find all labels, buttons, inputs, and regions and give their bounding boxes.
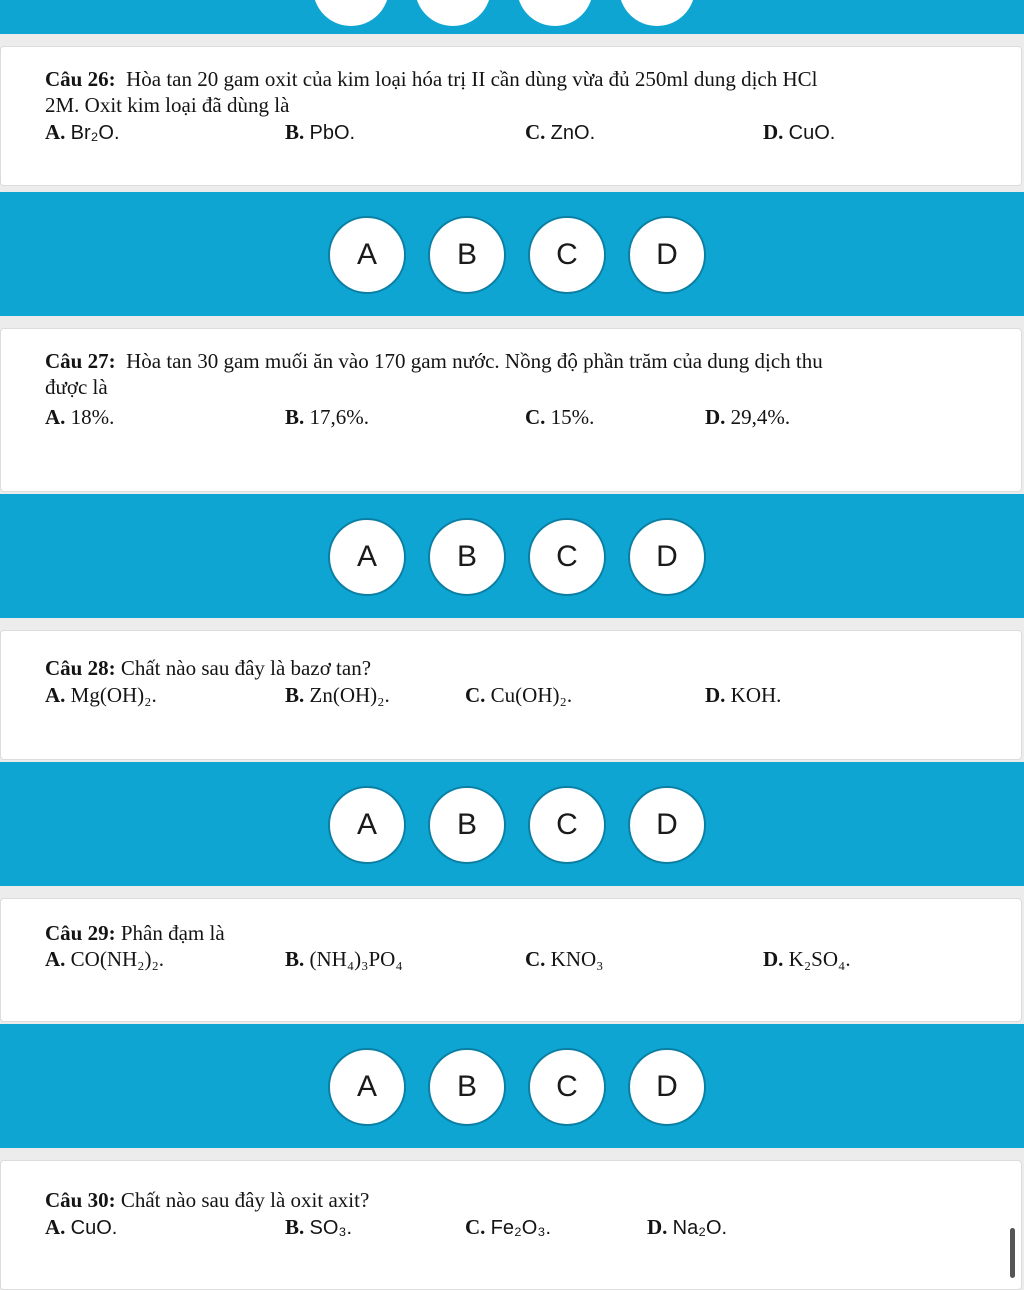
answer-button-b[interactable]: B bbox=[428, 216, 506, 294]
answer-button-a[interactable]: A bbox=[328, 518, 406, 596]
option-b: B. SO₃. bbox=[285, 1215, 353, 1239]
question-text bbox=[45, 920, 945, 946]
option-d: D. K₂SO₄. bbox=[763, 947, 851, 971]
option-a: A. Mg(OH)₂. bbox=[45, 683, 157, 707]
answer-buttons bbox=[0, 518, 1024, 596]
option-d: D. Na₂O. bbox=[647, 1215, 728, 1239]
question-text bbox=[45, 1187, 945, 1213]
option-d: D. 29,4%. bbox=[705, 405, 791, 429]
question-text bbox=[45, 348, 945, 400]
options-row bbox=[45, 683, 1005, 709]
question-text bbox=[45, 66, 945, 118]
question-line: Hòa tan 30 gam muối ăn vào 170 gam nước. Nồng độ phần trăm của dung dịch thu bbox=[126, 349, 823, 373]
option-a: A. Br₂O. bbox=[45, 120, 120, 144]
scrollbar-thumb[interactable] bbox=[1010, 1228, 1015, 1278]
option-c: C. Fe₂O₃. bbox=[465, 1215, 552, 1239]
question-line: Hòa tan 20 gam oxit của kim loại hóa trị II cần dùng vừa đủ 250ml dung dịch HCl bbox=[126, 67, 818, 91]
option-c: C. Cu(OH)₂. bbox=[465, 683, 573, 707]
choice-circle-partial bbox=[313, 0, 389, 26]
answer-band-28 bbox=[0, 762, 1024, 886]
option-d: D. CuO. bbox=[763, 120, 836, 144]
answer-button-c[interactable]: C bbox=[528, 518, 606, 596]
question-line: 2M. Oxit kim loại đã dùng là bbox=[45, 93, 290, 117]
answer-button-c[interactable]: C bbox=[528, 786, 606, 864]
option-a: A. CuO. bbox=[45, 1215, 118, 1239]
question-line: được là bbox=[45, 375, 108, 399]
answer-band-26 bbox=[0, 192, 1024, 316]
choice-circle-partial bbox=[619, 0, 695, 26]
option-d: D. KOH. bbox=[705, 683, 782, 707]
answer-button-d[interactable]: D bbox=[628, 216, 706, 294]
option-c: C. KNO₃ bbox=[525, 947, 604, 971]
answer-button-d[interactable]: D bbox=[628, 786, 706, 864]
choice-circle-partial bbox=[517, 0, 593, 26]
options-row bbox=[45, 947, 1005, 973]
question-line: Chất nào sau đây là bazơ tan? bbox=[120, 656, 372, 680]
question-card-29 bbox=[0, 898, 1022, 1022]
question-card-30 bbox=[0, 1160, 1022, 1290]
question-number: Câu 29: bbox=[45, 921, 116, 945]
question-number: Câu 26: bbox=[45, 67, 116, 91]
answer-buttons bbox=[0, 216, 1024, 294]
answer-band-27 bbox=[0, 494, 1024, 618]
top-answer-band bbox=[0, 0, 1024, 34]
answer-buttons bbox=[0, 786, 1024, 864]
answer-button-c[interactable]: C bbox=[528, 1048, 606, 1126]
option-b: B. 17,6%. bbox=[285, 405, 370, 429]
option-c: C. 15%. bbox=[525, 405, 595, 429]
question-text bbox=[45, 655, 945, 681]
question-card-28 bbox=[0, 630, 1022, 760]
option-b: B. Zn(OH)₂. bbox=[285, 683, 390, 707]
answer-button-d[interactable]: D bbox=[628, 518, 706, 596]
question-number: Câu 27: bbox=[45, 349, 116, 373]
answer-button-a[interactable]: A bbox=[328, 1048, 406, 1126]
question-line: Chất nào sau đây là oxit axit? bbox=[120, 1188, 370, 1212]
option-b: B. PbO. bbox=[285, 120, 356, 144]
answer-button-b[interactable]: B bbox=[428, 1048, 506, 1126]
answer-button-a[interactable]: A bbox=[328, 786, 406, 864]
option-c: C. ZnO. bbox=[525, 120, 596, 144]
answer-button-c[interactable]: C bbox=[528, 216, 606, 294]
answer-button-d[interactable]: D bbox=[628, 1048, 706, 1126]
question-card-27 bbox=[0, 328, 1022, 492]
options-row bbox=[45, 1215, 1005, 1241]
option-a: A. CO(NH₂)₂. bbox=[45, 947, 165, 971]
question-line: Phân đạm là bbox=[120, 921, 225, 945]
options-row bbox=[45, 120, 1005, 146]
answer-buttons bbox=[0, 1048, 1024, 1126]
answer-button-b[interactable]: B bbox=[428, 518, 506, 596]
options-row bbox=[45, 405, 1005, 431]
question-card-26 bbox=[0, 46, 1022, 186]
question-number: Câu 28: bbox=[45, 656, 116, 680]
answer-button-b[interactable]: B bbox=[428, 786, 506, 864]
answer-band-29 bbox=[0, 1024, 1024, 1148]
choice-circle-partial bbox=[415, 0, 491, 26]
option-b: B. (NH₄)₃PO₄ bbox=[285, 947, 403, 971]
question-number: Câu 30: bbox=[45, 1188, 116, 1212]
answer-button-a[interactable]: A bbox=[328, 216, 406, 294]
option-a: A. 18%. bbox=[45, 405, 115, 429]
